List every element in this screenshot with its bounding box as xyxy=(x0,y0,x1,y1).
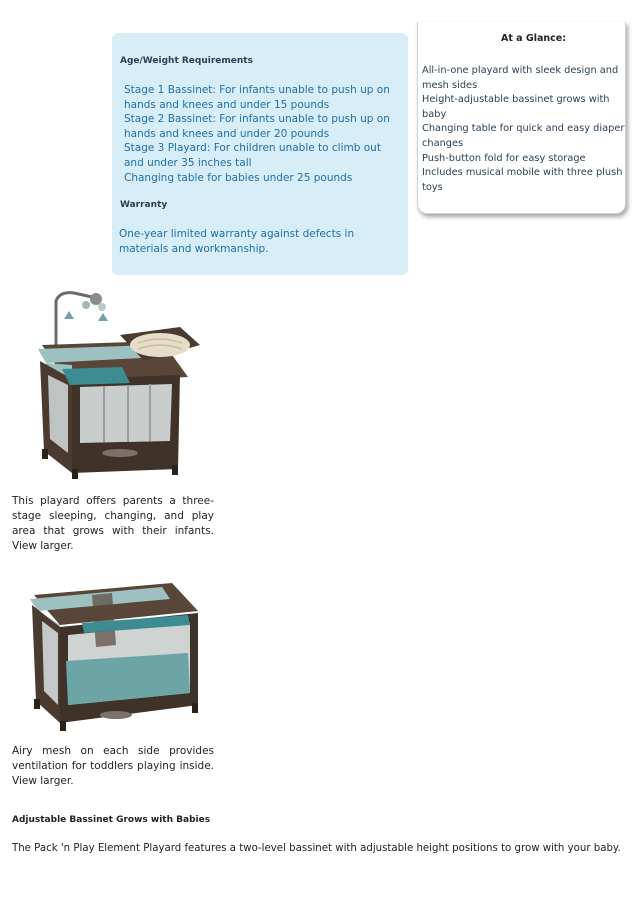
glance-item: Push-button fold for easy storage xyxy=(422,152,586,164)
warranty-text: One-year limited warranty against defects in materials and workmanship. xyxy=(119,228,355,255)
section-title: Adjustable Bassinet Grows with Babies xyxy=(12,815,211,825)
glance-title: At a Glance: xyxy=(500,33,567,44)
glance-item: All-in-one playard with sleek design and mesh sides xyxy=(422,65,619,91)
at-a-glance-box xyxy=(417,22,626,214)
glance-item: Changing table for quick and easy diaper changes xyxy=(422,123,625,149)
playard-mesh-image[interactable] xyxy=(12,565,216,737)
requirement-item: Changing table for babies under 25 pounds xyxy=(124,171,353,184)
section-body: The Pack 'n Play Element Playard features a two-level bassinet with adjustable height positions to grow with your baby. xyxy=(12,843,621,854)
glance-list xyxy=(422,64,628,195)
requirements-box xyxy=(112,33,408,275)
glance-item: Height-adjustable bassinet grows with baby xyxy=(422,94,610,120)
age-weight-heading: Age/Weight Requirements xyxy=(120,56,253,66)
requirement-item: Stage 3 Playard: For children unable to climb out and under 35 inches tall xyxy=(124,142,381,169)
requirement-item: Stage 2 Bassinet: For infants unable to push up on hands and knees and under 20 pounds xyxy=(124,113,390,140)
requirements-list xyxy=(124,83,396,185)
photo-caption: This playard offers parents a three-stage sleeping, changing, and play area that grows with their infants. View larger. xyxy=(12,495,214,552)
playard-with-changer-image[interactable] xyxy=(12,283,216,483)
requirement-item: Stage 1 Bassinet: For infants unable to push up on hands and knees and under 15 pounds xyxy=(124,84,390,111)
photo-caption: Airy mesh on each side provides ventilation for toddlers playing inside. View larger. xyxy=(12,745,214,787)
warranty-heading: Warranty xyxy=(120,200,168,210)
glance-item: Includes musical mobile with three plush toys xyxy=(422,167,623,193)
